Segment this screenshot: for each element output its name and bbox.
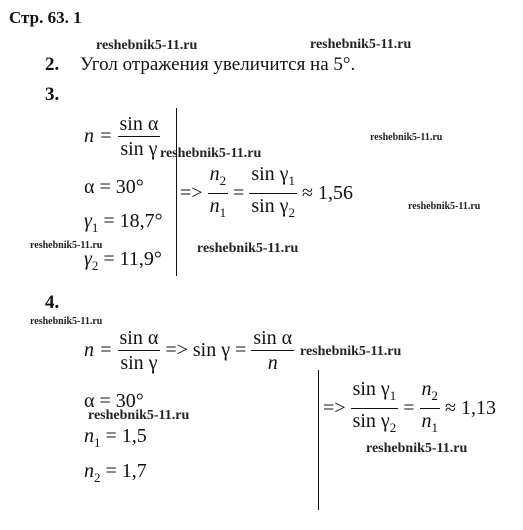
task-4-formula: n = $\frac{\text{sin α}}{\text{sin γ}}$ => sin γ = $\frac{\text{sin α}}{n}$ [84, 327, 293, 374]
fraction: $\frac{\text{sin α}}{\text{sin γ}}$ [119, 113, 159, 160]
watermark: reshebnik5-11.ru [300, 344, 402, 359]
task-2-number: 2. [45, 54, 60, 75]
watermark: reshebnik5-11.ru [30, 240, 103, 251]
watermark: reshebnik5-11.ru [30, 316, 103, 327]
task-3-formula-n: n = $\frac{\text{sin α}}{\text{sin γ}}$ [84, 113, 159, 160]
task-3-alpha: α = 30° [84, 176, 144, 198]
task-4-n1: $n_1 = 1,5$ [84, 425, 147, 450]
task-4-n2: $n_2 = 1,7$ [84, 460, 147, 485]
watermark: reshebnik5-11.ru [408, 201, 481, 212]
watermark: reshebnik5-11.ru [88, 408, 190, 423]
task-2-text: Угол отражения увеличится на 5°. [80, 54, 356, 75]
watermark: reshebnik5-11.ru [370, 132, 443, 143]
divider-line [318, 370, 319, 510]
task-3-result: => $\frac{n_2}{n_1}$ = $\frac{\sin \gamma_1}{\sin \gamma_2}$ ≈ 1,56 [180, 163, 354, 220]
task-4-alpha: α = 30° [84, 390, 144, 412]
task-3-gamma2: $\gamma_2 = 11,9^\circ$ [84, 248, 162, 273]
task-4-number: 4. [45, 292, 60, 313]
page-title: Стр. 63. 1 [9, 8, 82, 27]
task-3-number: 3. [45, 84, 60, 105]
task-4-result: => $\frac{\sin \gamma_1}{\sin \gamma_2}$ = $\frac{n_2}{n_1}$ ≈ 1,13 [323, 378, 497, 435]
watermark: reshebnik5-11.ru [160, 146, 262, 161]
task-3-gamma1: $\gamma_1 = 18,7^\circ$ [84, 210, 163, 235]
watermark: reshebnik5-11.ru [96, 38, 198, 53]
watermark: reshebnik5-11.ru [310, 37, 412, 52]
watermark: reshebnik5-11.ru [197, 241, 299, 256]
watermark: reshebnik5-11.ru [366, 441, 468, 456]
divider-line [176, 108, 177, 276]
